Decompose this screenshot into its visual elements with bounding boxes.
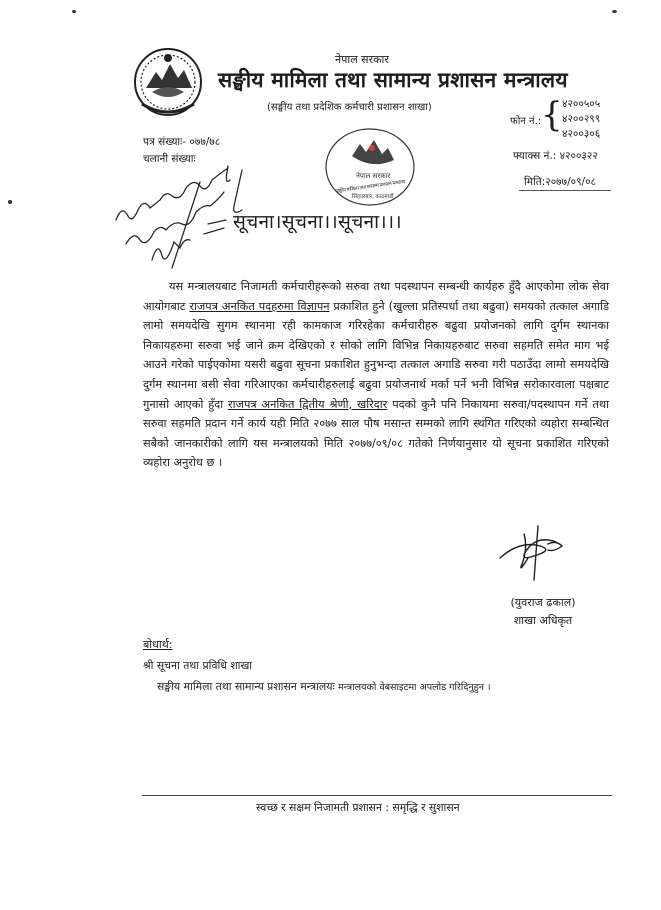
government-name: नेपाल सरकार bbox=[335, 53, 389, 66]
signer-title: शाखा अधिकृत bbox=[513, 614, 573, 627]
cc-recipient-note: मन्त्रालयको वेबसाइटमा अपलोड गरिदिनुहुन । bbox=[338, 682, 491, 693]
stamp-text-1: नेपाल सरकार bbox=[356, 172, 391, 180]
ministry-title: सङ्घीय मामिला तथा सामान्य प्रशासन मन्त्रालय bbox=[218, 68, 568, 92]
cc-heading: बोधार्थ: bbox=[143, 638, 173, 651]
notice-title: सूचना।सूचना।।सूचना।।। bbox=[233, 211, 402, 233]
cc-recipient: श्री सूचना तथा प्रविधि शाखा bbox=[143, 659, 253, 672]
notice-body bbox=[143, 277, 609, 473]
letter-number: पत्र संख्याः- ०७७/७८ bbox=[143, 136, 221, 148]
scan-speck bbox=[72, 10, 76, 13]
signer-block bbox=[498, 594, 588, 630]
stamp-text-3: सिंहदरबार, काठमाडौं bbox=[352, 194, 394, 200]
phone-list bbox=[562, 97, 600, 142]
phone-label: फोन नं.: bbox=[510, 116, 542, 127]
date-underline bbox=[519, 190, 611, 191]
nepal-emblem-icon bbox=[132, 42, 204, 122]
body-underlined-text: राजपत्र अनकित पदहरुमा विज्ञापन bbox=[189, 299, 330, 313]
footer-divider bbox=[142, 795, 612, 796]
body-text-part: प्रकाशित हुने (खुल्ला प्रतिस्पर्धा तथा बढुवा) समयको तत्काल अगाडि लामो समयदेखि सुगम स्थानमा रही कामकाज गरिरहेका कर्मचारीहरु बढुवा प्रयोजनको लागि दुर्गम स्थानका निकायहरुमा सरुवा भई जाने क्रम देखिएको र सोको लागि विभिन्न निकायहरुबाट सरुवा सहमति समेत माग भई आउने गरेको पाईएकोमा यसरी बढुवा सूचना प्रकाशित हुनुभन्दा तत्काल अगाडि सरुवा गरी पठाउँदा लामो समयदेखि दुर्गम स्थानमा बसी सेवा गरिआएका कर्मचारीहरुलाई बढुवा प्रयोजनार्थ मर्का पर्ने भनी विभिन्न सरोकारवाला पक्षबाट गुनासो आएको हुँदा bbox=[143, 299, 609, 411]
cc-recipient bbox=[157, 679, 491, 694]
body-text-part: पदको कुनै पनि निकायमा सरुवा/पदस्थापन गर्ने तथा सरुवा सहमति प्रदान गर्ने कार्य यही मिति २०७७ साल पौष मसान्त सम्मको लागि स्थगित गरिएको व्यहोरा सम्बन्धित सबैको जानकारीको लागि यस मन्त्रालयको मिति २०७७/०९/०८ गतेको निर्णयानुसार यो सूचना प्रकाशित गरिएको व्यहोरा अनुरोध छ । bbox=[143, 397, 609, 470]
phone-number: ४२००५०५ bbox=[562, 98, 601, 110]
scan-speck bbox=[612, 10, 617, 13]
signature-icon bbox=[494, 520, 574, 582]
phone-number: ४२००३०६ bbox=[562, 128, 601, 140]
phone-number: ४२००२९९ bbox=[562, 113, 601, 125]
body-text-part: यस मन्त्रालयबाट निजामती कर्मचारीहरूको सरुवा तथा पदस्थापन सम्बन्धी कार्यहरु हुँदै आएकोमा लोक सेवा आयोगबाट bbox=[143, 280, 609, 313]
footer-motto: स्वच्छ र सक्षम निजामती प्रशासन : समृद्धि र सुशासन bbox=[256, 801, 460, 814]
branch-name: (सङ्घीय तथा प्रदेशिक कर्मचारी प्रशासन शाखा) bbox=[267, 102, 432, 113]
cc-recipient-name: सङ्घीय मामिला तथा सामान्य प्रशासन मन्त्रालयः bbox=[157, 680, 335, 693]
ministry-stamp-icon bbox=[322, 126, 418, 208]
scan-speck bbox=[8, 200, 12, 204]
body-underlined-text: राजपत्र अनकित द्वितीय श्रेणी, खरिदार bbox=[228, 397, 388, 411]
brace-icon: { bbox=[541, 95, 563, 135]
signer-name: (युवराज ढकाल) bbox=[510, 596, 576, 609]
stamp-text-2: सङ्घीय मामिला तथा सामान्य प्रशासन मन्त्रालय bbox=[335, 179, 406, 195]
letter-date: मिति:२०७७/०९/०८ bbox=[524, 176, 596, 188]
dispatch-number: चलानी संख्याः bbox=[143, 153, 196, 165]
fax-number: फ्याक्स नं.: ४२००३२२ bbox=[513, 150, 598, 162]
